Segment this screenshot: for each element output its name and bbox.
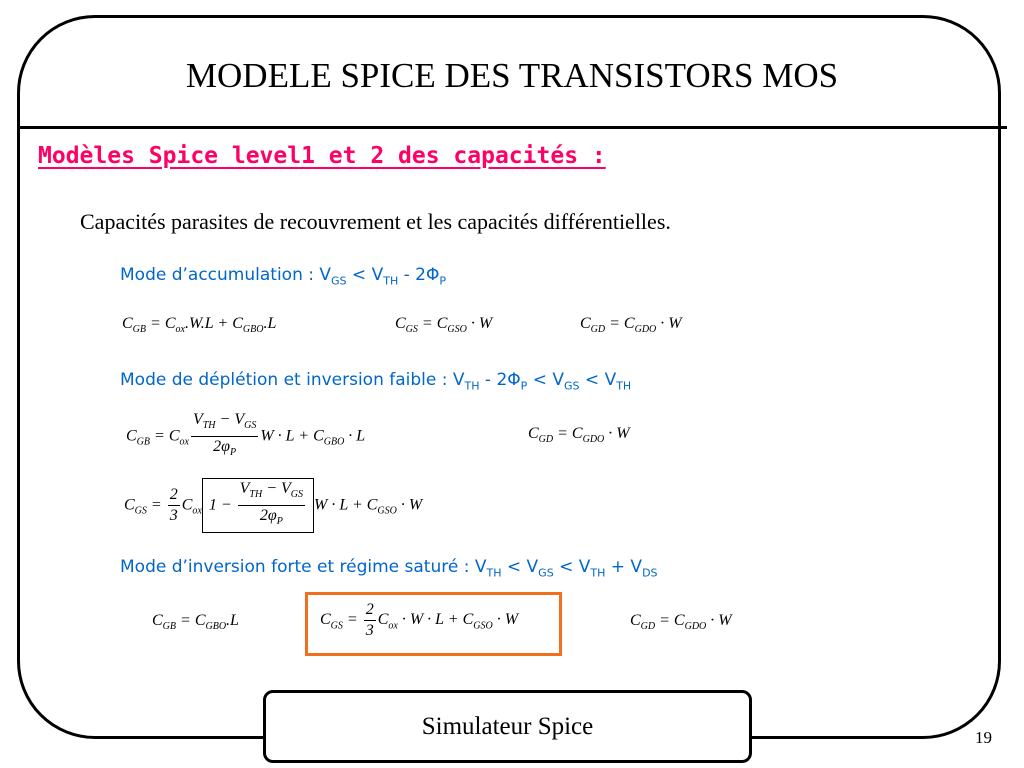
- footer-label: Simulateur Spice: [263, 690, 752, 763]
- mode-strong-inversion: Mode d’inversion forte et régime saturé : $V_{TH} < V_{GS} < V_{TH} + V_{DS}$: [120, 557, 658, 580]
- equation-cgd-depletion: $C_{GD} = C_{GDO} \cdot W$: [528, 425, 630, 446]
- slide-title: MODELE SPICE DES TRANSISTORS MOS: [185, 56, 839, 95]
- equation-cgs-depletion: $C_{GS}$ = $\frac{2}{3}$ $C_{ox}$ 1 − $\frac{V_{TH} - V_{GS}}{2\varphi_P}$ $W \cdot L + C_{GSO} \cdot W$: [124, 478, 422, 533]
- title-divider: [17, 126, 1007, 129]
- equation-cgb-accumulation: $C_{GB} = C_{ox}.W.L + C_{GBO}.L$: [122, 315, 277, 336]
- equation-cgb-depletion: $C_{GB} = C_{ox}$ $\frac{V_{TH} - V_{GS}}{2\varphi_P}$ $W \cdot L + C_{GBO} \cdot L$: [126, 411, 366, 459]
- equation-cgd-inversion: $C_{GD} = C_{GDO} \cdot W$: [630, 612, 732, 633]
- equation-cgs-inversion: $C_{GS}$ = $\frac{2}{3}$ $C_{ox} \cdot W \cdot L + C_{GSO} \cdot W$: [320, 601, 519, 639]
- page-number: 19: [975, 728, 992, 747]
- mode-depletion: Mode de déplétion et inversion faible : $V_{TH} - 2\Phi_P < V_{GS} < V_{TH}$: [120, 370, 632, 393]
- equation-cgs-accumulation: $C_{GS} = C_{GSO} \cdot W$: [395, 315, 493, 336]
- mode-accumulation: Mode d’accumulation : $V_{GS} < V_{TH} - 2\Phi_P$: [120, 265, 446, 288]
- equation-cgb-inversion: $C_{GB} = C_{GBO}.L$: [152, 612, 239, 633]
- equation-cgd-accumulation: $C_{GD} = C_{GDO} \cdot W$: [580, 315, 682, 336]
- section-heading: Modèles Spice level1 et 2 des capacités :: [38, 143, 606, 169]
- intro-text: Capacités parasites de recouvrement et les capacités différentielles.: [80, 209, 671, 234]
